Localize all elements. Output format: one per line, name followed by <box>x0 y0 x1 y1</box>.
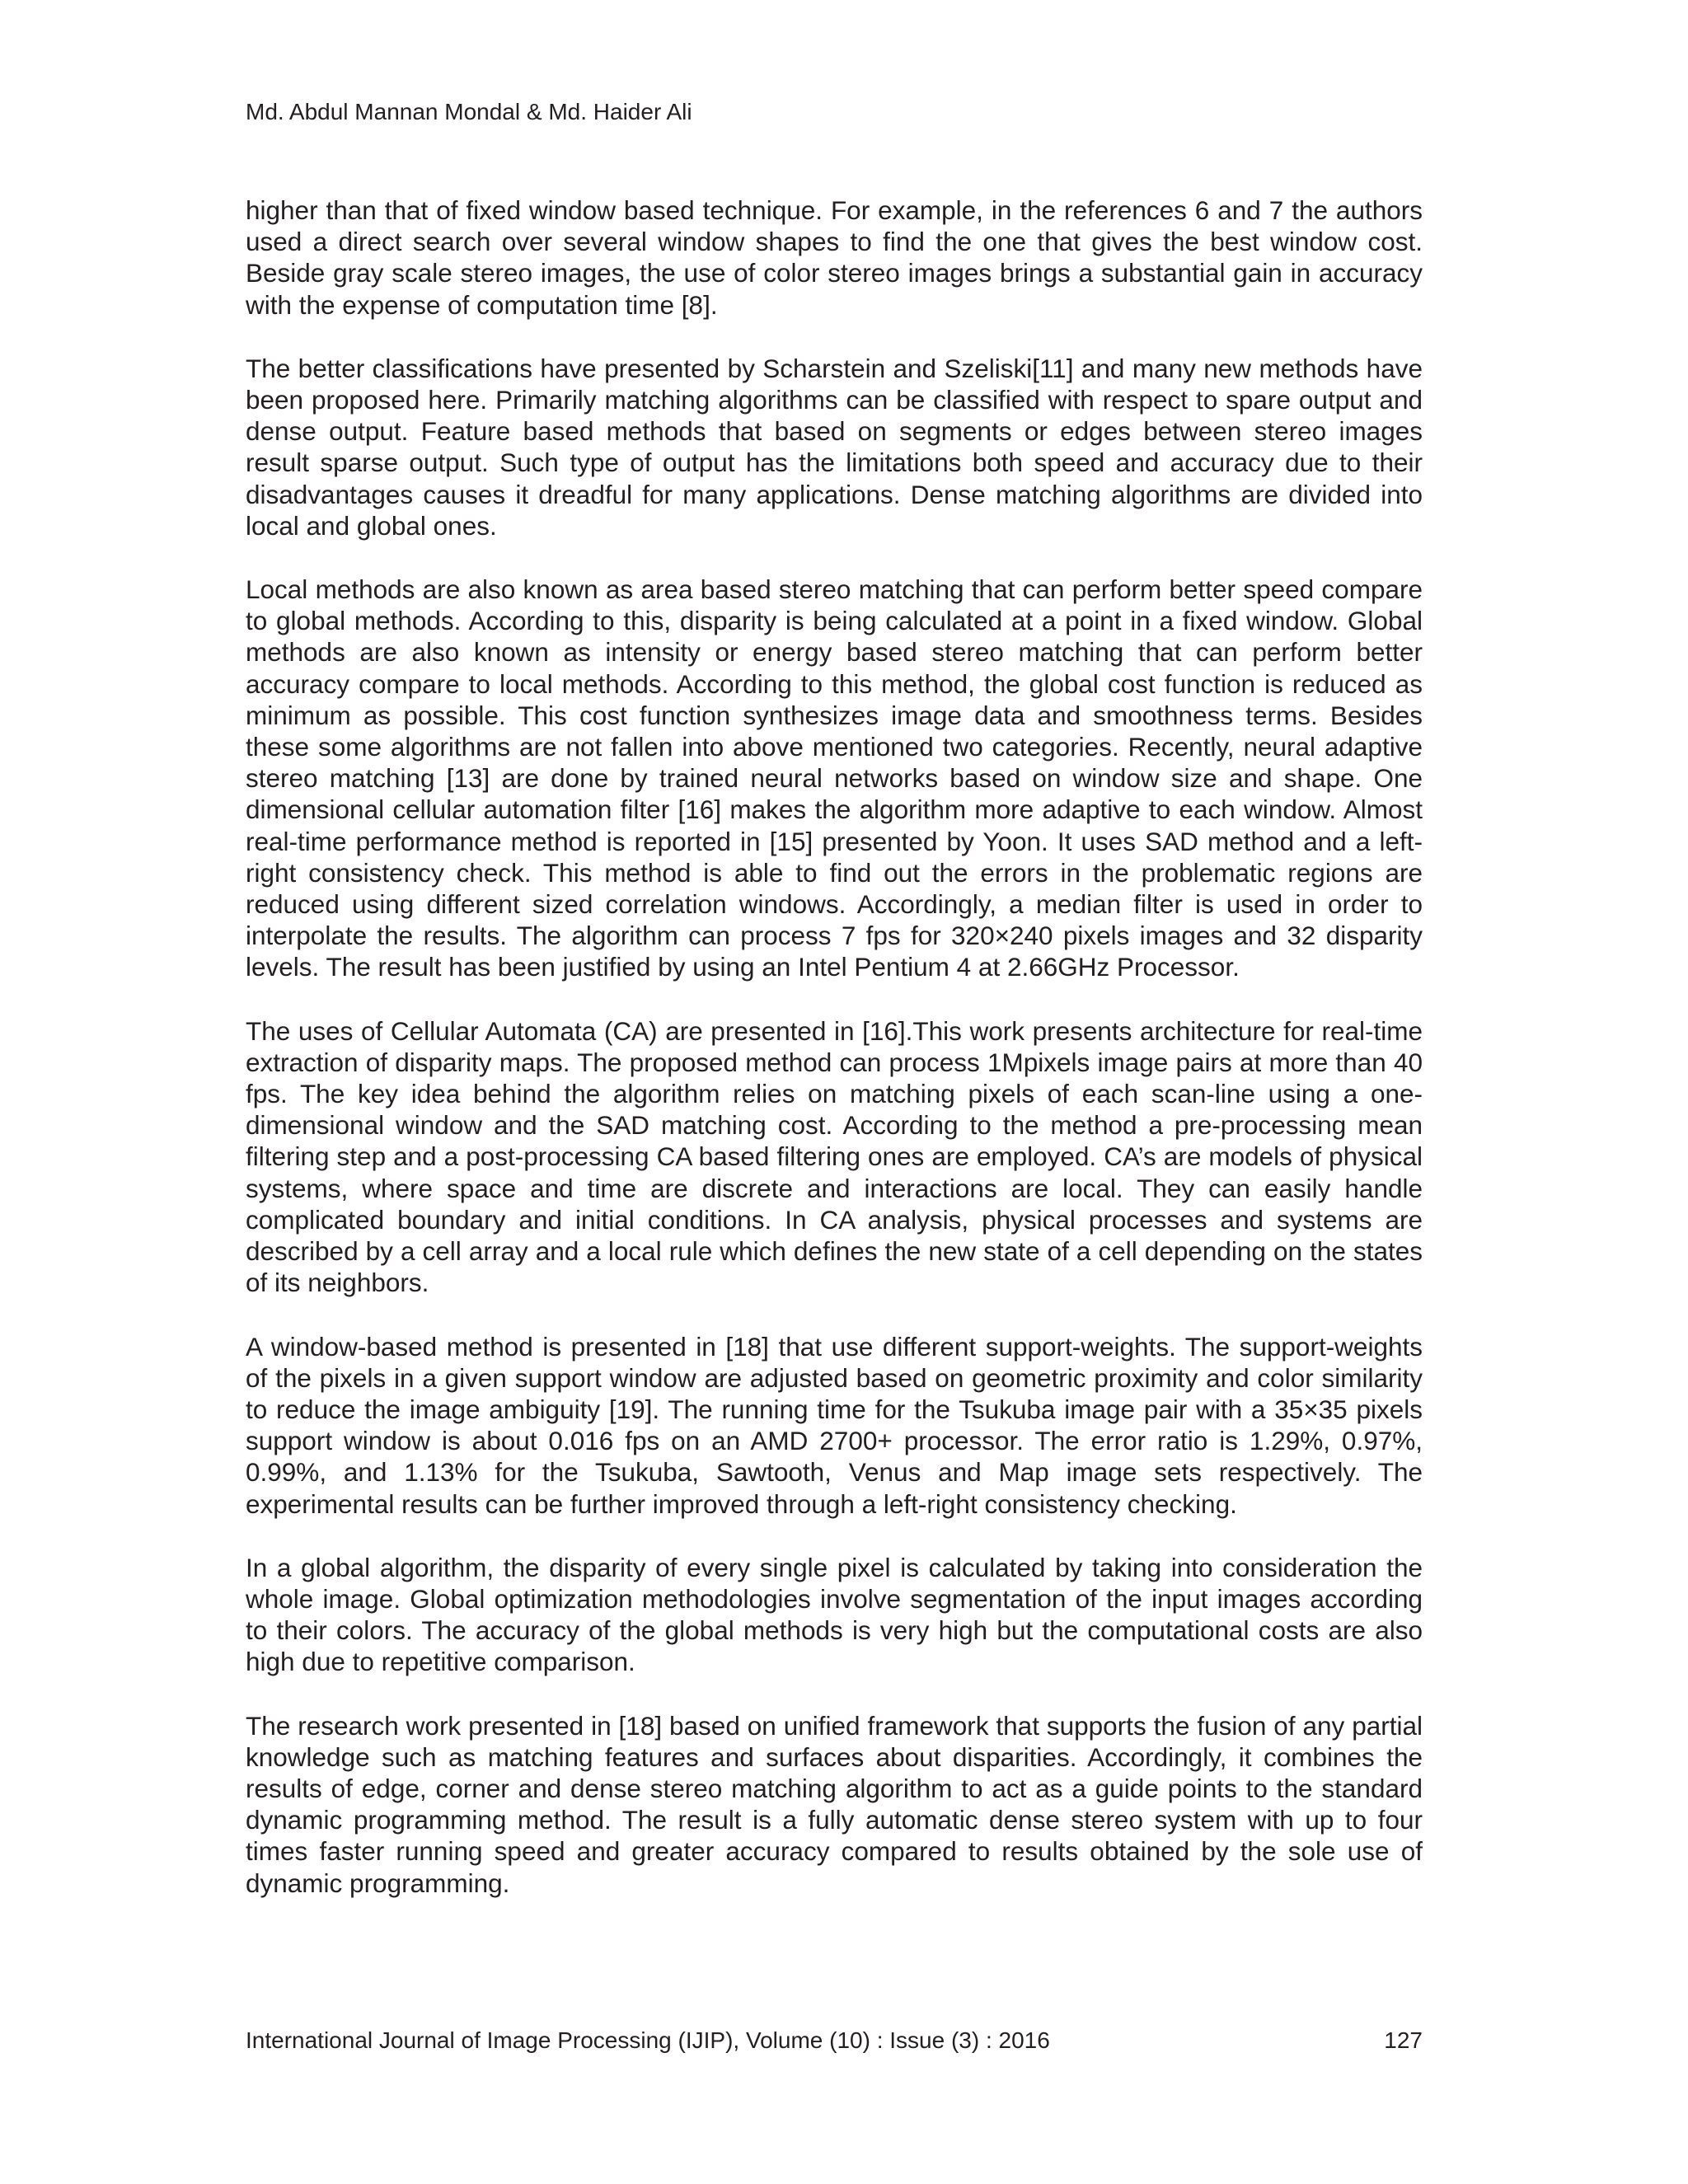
journal-citation: International Journal of Image Processing (IJIP), Volume (10) : Issue (3) : 2016 <box>246 2027 1050 2053</box>
page-number: 127 <box>1384 2027 1423 2053</box>
running-header: Md. Abdul Mannan Mondal & Md. Haider Ali <box>246 99 692 124</box>
paragraph-5: A window-based method is presented in [18] that use different support-weights. The support-weights of the pixels in a given support window are adjusted based on geometric proximity and color similarity to reduce the image ambiguity [19]. The running time for the Tsukuba image pair with a 35×35 pixels support window is about 0.016 fps on an AMD 2700+ processor. The error ratio is 1.29%, 0.97%, 0.99%, and 1.13% for the Tsukuba, Sawtooth, Venus and Map image sets respectively. The experimental results can be further improved through a left-right consistency checking. <box>246 1331 1423 1519</box>
body-text <box>246 194 1423 1931</box>
paragraph-4: The uses of Cellular Automata (CA) are presented in [16].This work presents architecture for real-time extraction of disparity maps. The proposed method can process 1Mpixels image pairs at more than 40 fps. The key idea behind the algorithm relies on matching pixels of each scan-line using a one-dimensional window and the SAD matching cost. According to the method a pre-processing mean filtering step and a post-processing CA based filtering ones are employed. CA’s are models of physical systems, where space and time are discrete and interactions are local. They can easily handle complicated boundary and initial conditions. In CA analysis, physical processes and systems are described by a cell array and a local rule which defines the new state of a cell depending on the states of its neighbors. <box>246 1015 1423 1298</box>
paragraph-3: Local methods are also known as area based stereo matching that can perform better speed compare to global methods. According to this, disparity is being calculated at a point in a fixed window. Global methods are also known as intensity or energy based stereo matching that can perform better accuracy compare to local methods. According to this method, the global cost function is reduced as minimum as possible. This cost function synthesizes image data and smoothness terms. Besides these some algorithms are not fallen into above mentioned two categories. Recently, neural adaptive stereo matching [13] are done by trained neural networks based on window size and shape. One dimensional cellular automation filter [16] makes the algorithm more adaptive to each window. Almost real-time performance method is reported in [15] presented by Yoon. It uses SAD method and a left-right consistency check. This method is able to find out the errors in the problematic regions are reduced using different sized correlation windows. Accordingly, a median filter is used in order to interpolate the results. The algorithm can process 7 fps for 320×240 pixels images and 32 disparity levels. The result has been justified by using an Intel Pentium 4 at 2.66GHz Processor. <box>246 574 1423 982</box>
paragraph-7: The research work presented in [18] based on unified framework that supports the fusion of any partial knowledge such as matching features and surfaces about disparities. Accordingly, it combines the results of edge, corner and dense stereo matching algorithm to act as a guide points to the standard dynamic programming method. The result is a fully automatic dense stereo system with up to four times faster running speed and greater accuracy compared to results obtained by the sole use of dynamic programming. <box>246 1710 1423 1898</box>
paragraph-2: The better classifications have presented by Scharstein and Szeliski[11] and many new methods have been proposed here. Primarily matching algorithms can be classified with respect to spare output and dense output. Feature based methods that based on segments or edges between stereo images result sparse output. Such type of output has the limitations both speed and accuracy due to their disadvantages causes it dreadful for many applications. Dense matching algorithms are divided into local and global ones. <box>246 353 1423 541</box>
paragraph-6: In a global algorithm, the disparity of every single pixel is calculated by taking into consideration the whole image. Global optimization methodologies involve segmentation of the input images according to their colors. The accuracy of the global methods is very high but the computational costs are also high due to repetitive comparison. <box>246 1552 1423 1677</box>
paragraph-1: higher than that of fixed window based technique. For example, in the references 6 and 7 the authors used a direct search over several window shapes to find the one that gives the best window cost. Beside gray scale stereo images, the use of color stereo images brings a substantial gain in accuracy with the expense of computation time [8]. <box>246 195 1423 320</box>
running-footer <box>246 2026 1423 2055</box>
